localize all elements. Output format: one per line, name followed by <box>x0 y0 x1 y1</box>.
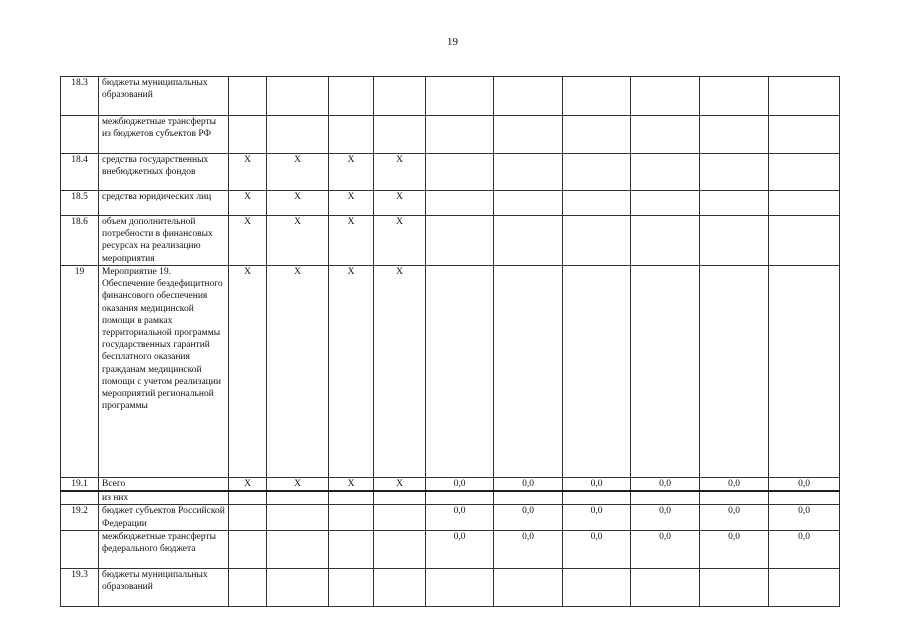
table-cell: 0,0 <box>563 530 631 568</box>
row-number <box>61 116 99 154</box>
table-cell: X <box>267 478 329 492</box>
table-cell <box>267 77 329 116</box>
table-cell: X <box>267 216 329 266</box>
table-cell: 0,0 <box>426 478 494 492</box>
table-cell <box>563 568 631 606</box>
table-cell <box>769 568 840 606</box>
table-cell: X <box>374 154 426 191</box>
table-row <box>61 505 840 530</box>
table-cell: X <box>229 216 267 266</box>
table-cell: X <box>329 266 374 478</box>
table-cell: 0,0 <box>700 478 769 492</box>
table-cell <box>631 491 700 505</box>
table-cell: 0,0 <box>769 505 840 530</box>
table-cell: 0,0 <box>426 530 494 568</box>
table-cell <box>329 116 374 154</box>
row-number: 18.4 <box>61 154 99 191</box>
table-cell: X <box>267 154 329 191</box>
table-cell <box>494 266 563 478</box>
table-row <box>61 478 840 492</box>
table-cell: X <box>229 478 267 492</box>
table-cell: X <box>374 216 426 266</box>
table-row <box>61 77 840 116</box>
table-cell <box>494 116 563 154</box>
table-cell <box>769 491 840 505</box>
row-label: бюджет субъектов Российской Федерации <box>99 505 229 530</box>
table-cell <box>374 491 426 505</box>
table-cell <box>229 77 267 116</box>
table-cell <box>426 116 494 154</box>
table-cell: X <box>374 266 426 478</box>
table-cell: 0,0 <box>631 530 700 568</box>
row-number: 18.5 <box>61 191 99 216</box>
table-cell <box>563 154 631 191</box>
table-cell <box>563 77 631 116</box>
table-row <box>61 116 840 154</box>
table-cell <box>631 77 700 116</box>
table-row <box>61 216 840 266</box>
row-label: из них <box>99 491 229 505</box>
table-cell <box>374 505 426 530</box>
table-cell <box>494 77 563 116</box>
row-label: межбюджетные трансферты федерального бюджета <box>99 530 229 568</box>
row-number: 18.3 <box>61 77 99 116</box>
table-cell <box>426 191 494 216</box>
table-cell <box>769 154 840 191</box>
table-cell: 0,0 <box>563 478 631 492</box>
table-cell: 0,0 <box>700 505 769 530</box>
table-cell <box>229 530 267 568</box>
table-cell: X <box>229 191 267 216</box>
table-cell <box>700 216 769 266</box>
row-label: бюджеты муниципальных образований <box>99 77 229 116</box>
table-cell: 0,0 <box>631 478 700 492</box>
table-cell <box>494 154 563 191</box>
table-cell <box>267 505 329 530</box>
table-cell <box>374 77 426 116</box>
table-cell <box>374 116 426 154</box>
table-cell <box>426 154 494 191</box>
row-label: бюджеты муниципальных образований <box>99 568 229 606</box>
table-cell <box>563 216 631 266</box>
table-row <box>61 568 840 606</box>
table-cell: 0,0 <box>631 505 700 530</box>
row-number: 19.3 <box>61 568 99 606</box>
table-cell <box>631 116 700 154</box>
table-cell <box>267 116 329 154</box>
table-cell: 0,0 <box>700 530 769 568</box>
table-cell <box>267 491 329 505</box>
table-cell: X <box>329 191 374 216</box>
page-number: 19 <box>447 36 458 48</box>
table-cell <box>374 530 426 568</box>
table-cell: 0,0 <box>494 530 563 568</box>
table-cell <box>494 568 563 606</box>
row-label: Всего <box>99 478 229 492</box>
table-cell: X <box>374 478 426 492</box>
row-label: средства юридических лиц <box>99 191 229 216</box>
table-cell <box>769 266 840 478</box>
table-cell <box>631 568 700 606</box>
table-cell: X <box>329 154 374 191</box>
table-cell <box>769 216 840 266</box>
table-cell <box>769 191 840 216</box>
row-number: 19.1 <box>61 478 99 492</box>
row-label: межбюджетные трансферты из бюджетов субъектов РФ <box>99 116 229 154</box>
table-cell: X <box>329 216 374 266</box>
table-cell: 0,0 <box>426 505 494 530</box>
table-cell <box>426 568 494 606</box>
table-cell <box>426 77 494 116</box>
table-cell <box>631 191 700 216</box>
row-number: 19 <box>61 266 99 478</box>
budget-table <box>60 76 840 607</box>
table-cell <box>229 116 267 154</box>
table-cell: X <box>267 191 329 216</box>
row-label: объем дополнительной потребности в финансовых ресурсах на реализацию мероприятия <box>99 216 229 266</box>
table-cell <box>494 491 563 505</box>
table-cell <box>631 216 700 266</box>
table-cell <box>267 568 329 606</box>
row-label: Мероприятие 19. Обеспечение бездефицитного финансового обеспечения оказания медицинской помощи в рамках территориальной программы государственных гарантий бесплатного оказания гражданам медицинской помощи с учетом реализации мероприятий региональной программы <box>99 266 229 478</box>
table-cell <box>631 154 700 191</box>
table-cell <box>229 568 267 606</box>
row-number: 18.6 <box>61 216 99 266</box>
table-cell <box>494 191 563 216</box>
table-cell <box>426 491 494 505</box>
table-cell <box>700 568 769 606</box>
table-cell <box>426 216 494 266</box>
table-cell <box>700 191 769 216</box>
table-cell <box>374 568 426 606</box>
row-number: 19.2 <box>61 505 99 530</box>
table-cell: X <box>229 154 267 191</box>
table-row <box>61 191 840 216</box>
table-cell <box>329 568 374 606</box>
table-cell: 0,0 <box>769 478 840 492</box>
table-cell <box>329 530 374 568</box>
table-cell <box>563 266 631 478</box>
table-cell <box>494 216 563 266</box>
table-cell <box>769 116 840 154</box>
table-row <box>61 530 840 568</box>
table-cell <box>329 491 374 505</box>
table-row <box>61 491 840 505</box>
table-cell <box>267 530 329 568</box>
table-cell <box>631 266 700 478</box>
table-cell <box>329 505 374 530</box>
table-cell <box>700 266 769 478</box>
table-cell <box>700 77 769 116</box>
table-cell <box>229 505 267 530</box>
table-cell <box>700 116 769 154</box>
row-label: средства государственных внебюджетных фондов <box>99 154 229 191</box>
table-cell <box>329 77 374 116</box>
table-cell: X <box>374 191 426 216</box>
table-cell: 0,0 <box>769 530 840 568</box>
table-cell <box>563 491 631 505</box>
table-cell: 0,0 <box>494 505 563 530</box>
table-cell: X <box>267 266 329 478</box>
row-number <box>61 491 99 505</box>
table-cell <box>700 491 769 505</box>
table-cell: X <box>329 478 374 492</box>
table-cell <box>769 77 840 116</box>
table-cell <box>700 154 769 191</box>
table-cell: 0,0 <box>563 505 631 530</box>
table-cell <box>563 116 631 154</box>
table-cell <box>229 491 267 505</box>
table-row <box>61 154 840 191</box>
table-row <box>61 266 840 478</box>
table-cell: 0,0 <box>494 478 563 492</box>
row-number <box>61 530 99 568</box>
table-cell <box>426 266 494 478</box>
table-cell: X <box>229 266 267 478</box>
table-cell <box>563 191 631 216</box>
